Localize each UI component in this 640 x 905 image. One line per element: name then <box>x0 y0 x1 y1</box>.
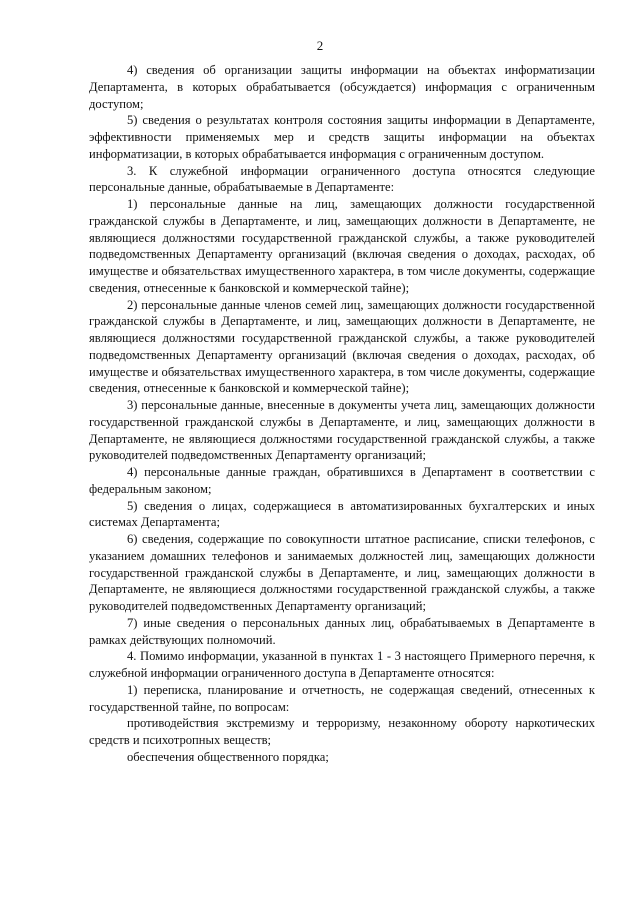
paragraph-section-4-intro: 4. Помимо информации, указанной в пунктах 1 - 3 настоящего Примерного перечня, к служебной информации ограниченного доступа в Департаменте относятся: <box>89 649 595 680</box>
paragraph-personal-data-2: 2) персональные данные членов семей лиц, замещающих должности государственной гражданской службы в Департаменте, и лиц, замещающих должности в Департаменте, не являющиеся должностями государственной гражданской службы, а также руководителей подведомственных Департаменту организаций (включая сведения о доходах, расходах, об имуществе и обязательствах имущественного характера, в том числе документы, содержащие сведения, отнесенные к банковской и коммерческой тайне); <box>89 297 595 396</box>
paragraph-section-3-intro: 3. К служебной информации ограниченного доступа относятся следующие персональные данные, обрабатываемые в Департаменте: <box>89 163 595 195</box>
paragraph-correspondence: 1) переписка, планирование и отчетность, не содержащая сведений, отнесенных к государственной тайне, по вопросам: <box>89 682 595 714</box>
paragraph-personal-data-7: 7) иные сведения о персональных данных лиц, обрабатываемых в Департаменте в рамках действующих полномочий. <box>89 615 595 647</box>
document-body <box>89 62 595 766</box>
paragraph-counter-extremism: противодействия экстремизму и терроризму, незаконному обороту наркотических средств и психотропных веществ; <box>89 716 595 747</box>
paragraph-personal-data-4: 4) персональные данные граждан, обратившихся в Департамент в соответствии с федеральным законом; <box>89 465 595 496</box>
page-number: 2 <box>316 38 324 53</box>
paragraph-item-4-info-protection: 4) сведения об организации защиты информации на объектах информатизации Департамента, в которых обрабатывается (обсуждается) информация с ограниченным доступом; <box>89 63 595 111</box>
paragraph-personal-data-3: 3) персональные данные, внесенные в документы учета лиц, замещающих должности государственной гражданской службы в Департаменте, и лиц, замещающих должности в Департаменте, не являющиеся должностями государственной гражданской службы, а также руководителей подведомственных Департаменту организаций; <box>89 398 595 463</box>
paragraph-personal-data-6: 6) сведения, содержащие по совокупности штатное расписание, списки телефонов, с указанием домашних телефонов и занимаемых должностей лиц, замещающих должности государственной гражданской службы в Департаменте, и лиц, замещающих должности в Департаменте, не являющиеся должностями государственной гражданской службы, а также руководителей подведомственных Департаменту организаций; <box>89 532 595 613</box>
paragraph-personal-data-1: 1) персональные данные на лиц, замещающих должности государственной гражданской службы в Департаменте, и лиц, замещающих должности в Департаменте, не являющиеся должностями государственной гражданской службы, а также руководителей подведомственных Департаменту организаций (включая сведения о доходах, расходах, об имуществе и обязательствах имущественного характера, в том числе документы, содержащие сведения, отнесенные к банковской и коммерческой тайне); <box>89 197 595 295</box>
paragraph-public-order: обеспечения общественного порядка; <box>127 749 329 764</box>
paragraph-personal-data-5: 5) сведения о лицах, содержащиеся в автоматизированных бухгалтерских и иных системах Департамента; <box>89 498 595 530</box>
paragraph-item-5-control-results: 5) сведения о результатах контроля состояния защиты информации в Департаменте, эффективности применяемых мер и средств защиты информации на объектах информатизации, в которых обрабатывается информация с ограниченным доступом. <box>89 113 595 161</box>
